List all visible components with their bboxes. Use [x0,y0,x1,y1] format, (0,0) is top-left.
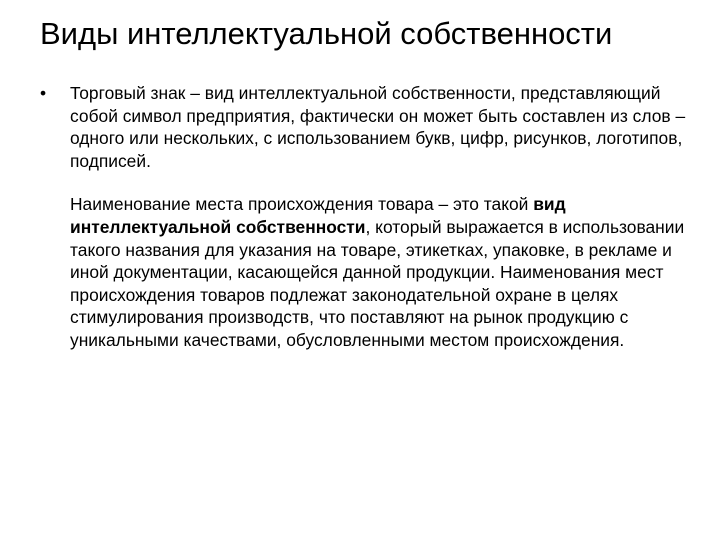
paragraph-bold-text: вид интеллектуальной собственности [70,194,566,237]
paragraph-rest-text: , который выражается в использовании такого названия для указания на товаре, этикетках, упаковке, в рекламе и иной документации, касающейся данной продукции. Наименования мест происхождения товаров подлежат законодательной охране в целях стимулирования производств, что поставляют на рынок продукцию с уникальными качествами, обусловленными местом происхождения. [70,216,685,350]
slide-title: Виды интеллектуальной собственности [40,16,613,51]
bullet-text: Торговый знак – вид интеллектуальной собственности, представляющий собой символ предприятия, фактически он может быть составлен из слов – одного или нескольких, с использованием букв, цифр, рисунков, логотипов, подписей. [70,83,686,171]
slide-body [40,82,690,352]
paragraph-lead-text: Наименование места происхождения товара – это такой [70,194,534,215]
bullet-marker: • [40,83,47,103]
paragraph-place-of-origin [40,193,690,351]
bullet-item-trademark [40,82,690,172]
